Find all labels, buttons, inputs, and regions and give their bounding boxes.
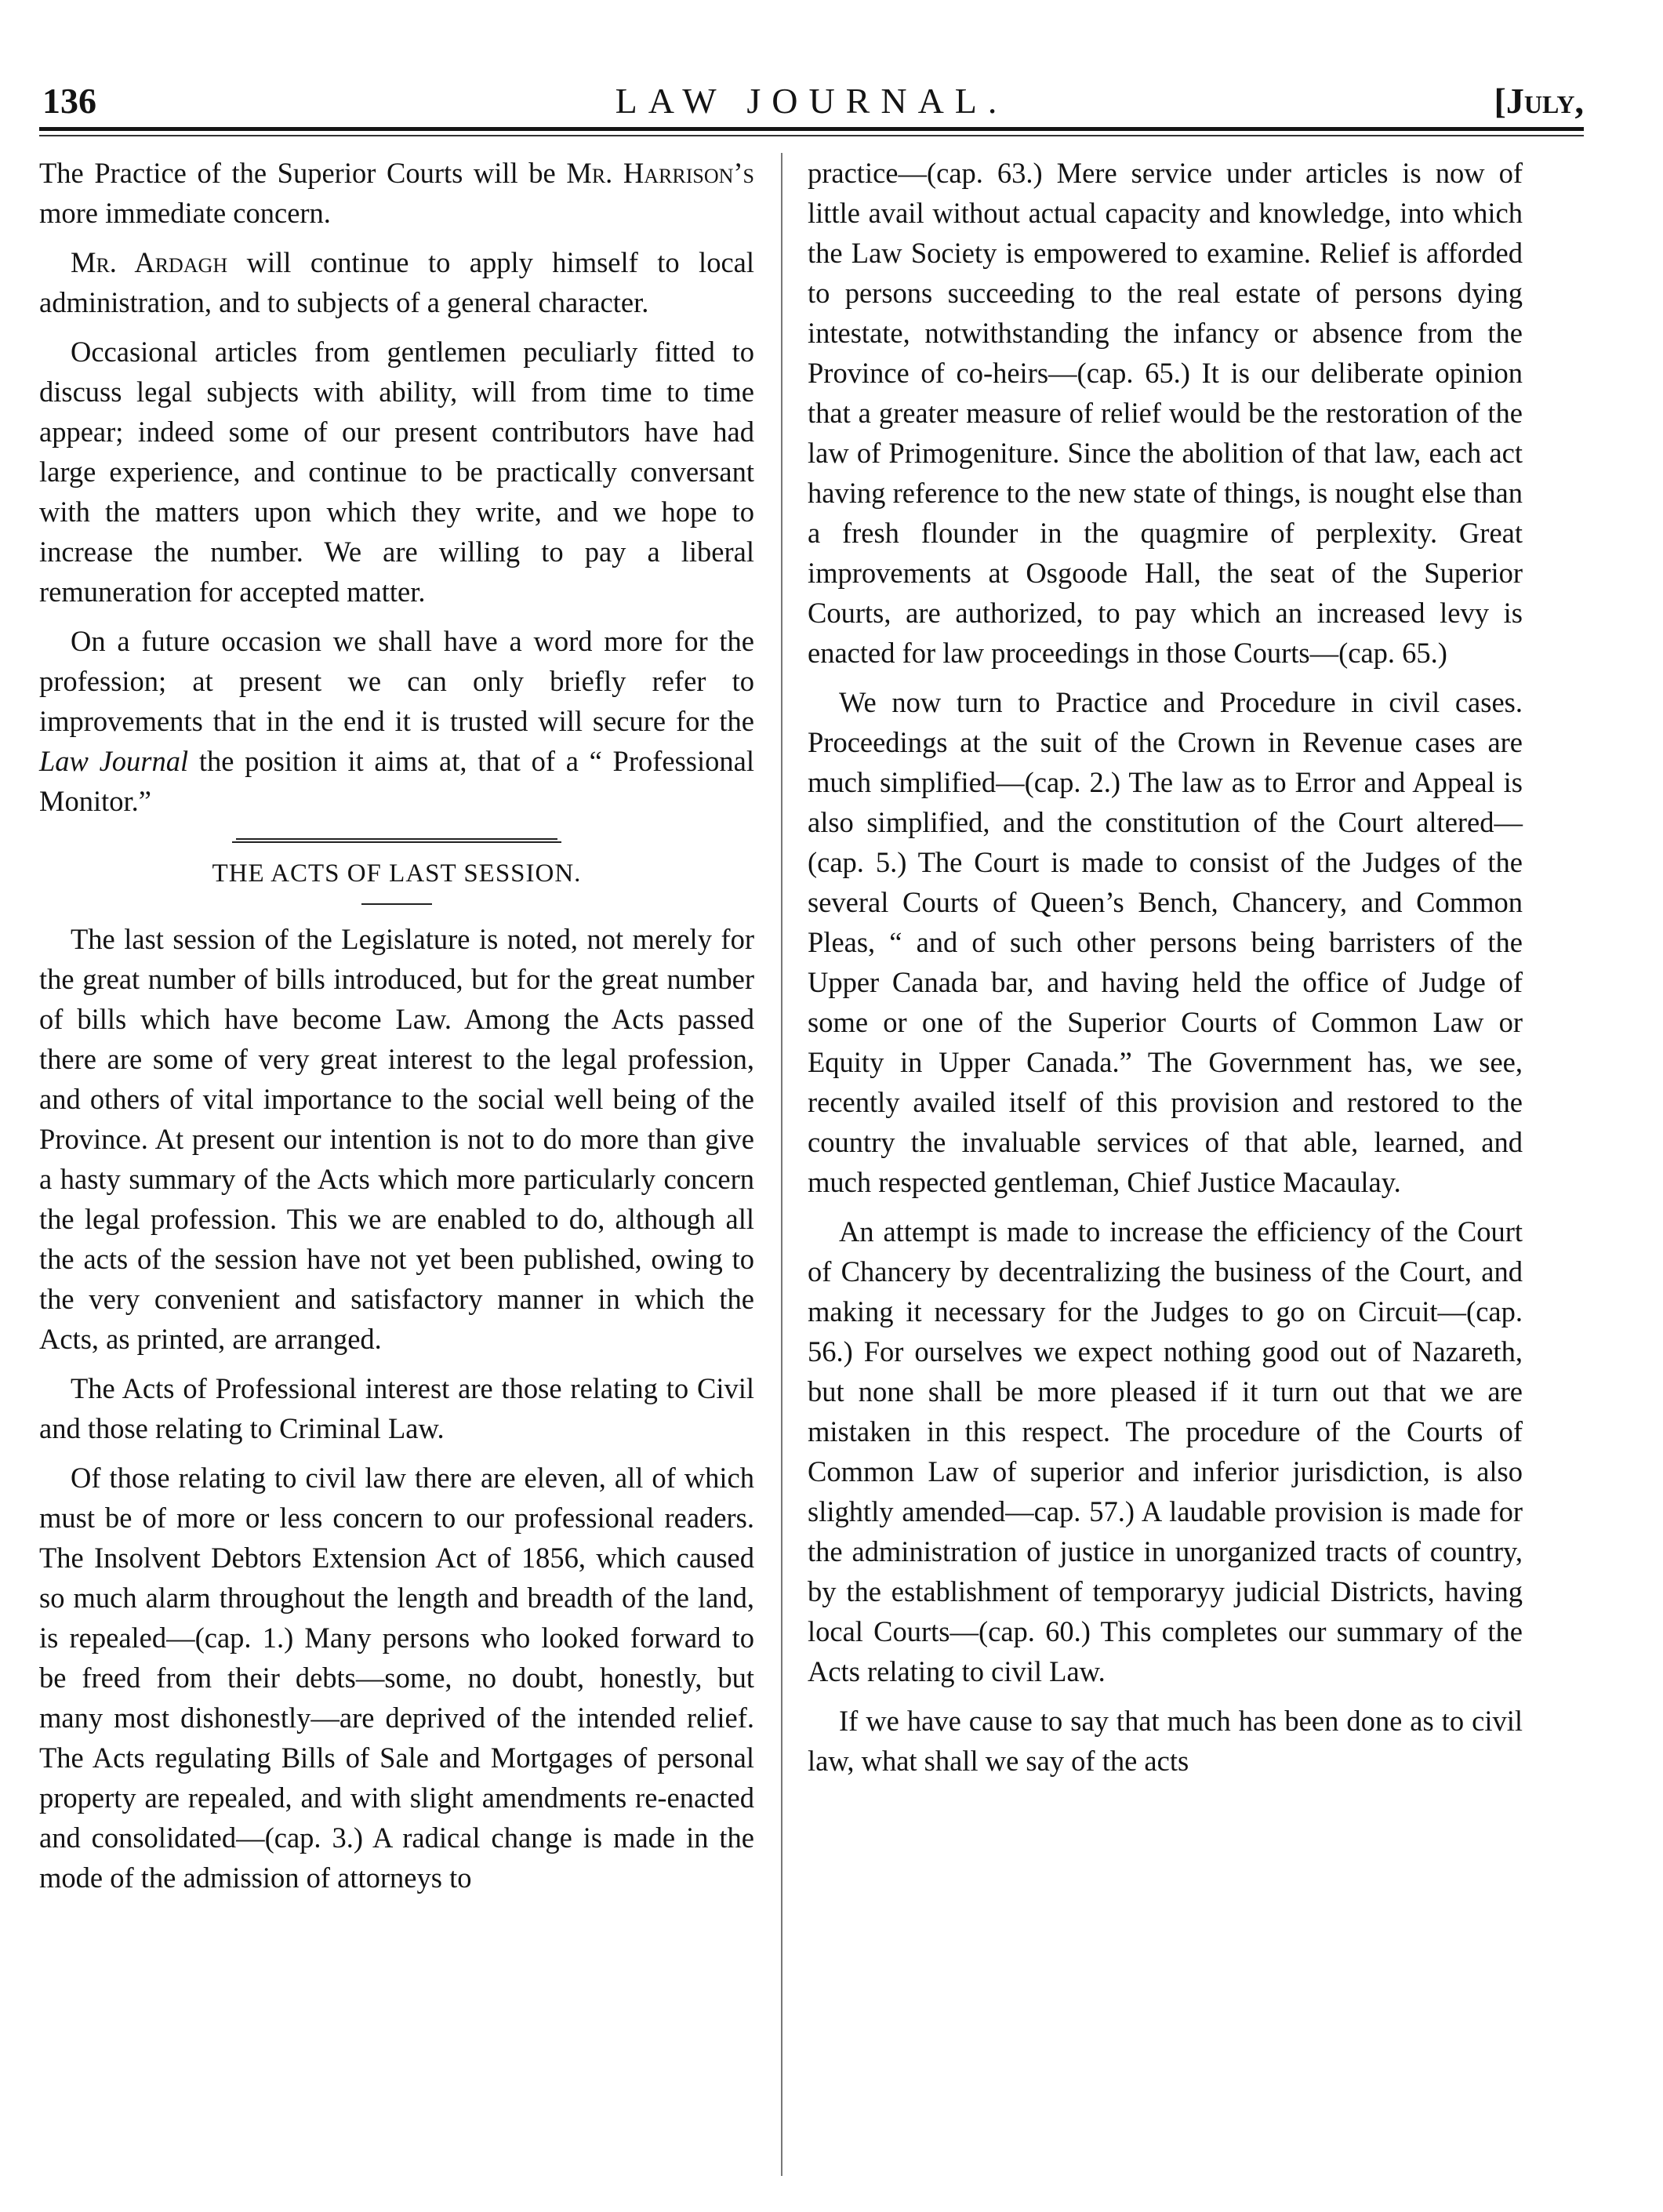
text-run: the position it aims at, that of a “ Professional Monitor.”	[39, 745, 754, 817]
right-column	[808, 153, 1523, 1790]
paragraph: If we have cause to say that much has been done as to civil law, what shall we say of the acts	[808, 1705, 1523, 1777]
paragraph	[39, 242, 754, 322]
person-name: Mr. Harrison’s	[566, 157, 755, 189]
paragraph: Of those relating to civil law there are eleven, all of which must be of more or less concern to our professional readers. The Insolvent Debtors Extension Act of 1856, which caused so much alarm throughout the length and breadth of the land, is repealed—(cap. 1.) Many persons who looked forward to be freed from their debts—some, no doubt, honestly, but many most dishonestly—are deprived of the intended relief. The Acts regulating Bills of Sale and Mortgages of personal property are repealed, and with slight amendments re-enacted and consolidated—(cap. 3.) A radical change is made in the mode of the admission of attorneys to	[39, 1462, 754, 1894]
paragraph: An attempt is made to increase the efficiency of the Court of Chancery by decentralizing the business of the Court, and making it necessary for the Judges to go on Circuit—(cap. 56.) For ourselves we expect nothing good out of Nazareth, but none shall be more pleased if it turn out that we are mistaken in this respect. The procedure of the Courts of Common Law of superior and inferior jurisdiction, is also slightly amended—cap. 57.) A laudable provision is made for the administration of justice in unorganized tracts of country, by the establishment of temporaryy judicial Districts, having local Courts—(cap. 60.) This completes our summary of the Acts relating to civil Law.	[808, 1215, 1523, 1687]
section-divider	[39, 838, 754, 843]
paragraph: We now turn to Practice and Procedure in civil cases. Proceedings at the suit of the Crown in Revenue cases are much simplified—(cap. 2.) The law as to Error and Appeal is also simplified, and the constitution of the Court altered—(cap. 5.) The Court is made to consist of the Judges of the several Courts of Queen’s Bench, Chancery, and Common Pleas, “ and of such other persons being barristers of the Upper Canada bar, and having held the office of Judge of some or one of the Superior Courts of Common Law or Equity in Upper Canada.” The Government has, we see, recently availed itself of this provision and restored to the country the invaluable services of that able, learned, and much respected gentleman, Chief Justice Macaulay.	[808, 686, 1523, 1198]
text-run: more immediate concern.	[39, 197, 331, 229]
paragraph	[39, 621, 754, 821]
paragraph: Occasional articles from gentlemen peculiarly fitted to discuss legal subjects with ability, will from time to time appear; indeed some of our present contributors have had large experience, and continue to be practically conversant with the matters upon which they write, and we hope to increase the number. We are willing to pay a liberal remuneration for accepted matter.	[39, 336, 754, 608]
running-month: [July,	[1494, 81, 1584, 121]
paragraph: The last session of the Legislature is noted, not merely for the great number of bills introduced, but for the great number of bills which have become Law. Among the Acts passed there are some of very great interest to the legal profession, and others of vital importance to the social well being of the Province. At present our intention is not to do more than give a hasty summary of the Acts which more particularly concern the legal profession. This we are enabled to do, although all the acts of the session have not yet been published, owing to the very convenient and satisfactory manner in which the Acts, as printed, are arranged.	[39, 923, 754, 1355]
person-name: Mr. Ardagh	[71, 246, 228, 278]
publication-title: Law Journal	[39, 745, 189, 777]
text-run: will continue to apply himself to local administration, and to subjects of a general character.	[39, 246, 754, 318]
column-divider	[781, 153, 782, 2176]
paragraph: The Acts of Professional interest are those relating to Civil and those relating to Criminal Law.	[39, 1372, 754, 1444]
header-rule	[39, 127, 1584, 131]
journal-page	[39, 78, 1584, 2196]
text-run: The Practice of the Superior Courts will be	[39, 157, 567, 189]
header-rule-thin	[39, 135, 1584, 136]
divider-rule	[236, 838, 557, 840]
page-number: 136	[42, 81, 96, 121]
paragraph	[39, 153, 754, 233]
running-title: LAW JOURNAL.	[615, 81, 1008, 121]
running-header	[39, 78, 1584, 125]
heading-underline	[361, 903, 432, 905]
left-column	[39, 153, 754, 1907]
divider-rule	[232, 841, 561, 843]
paragraph: practice—(cap. 63.) Mere service under articles is now of little avail without actual capacity and knowledge, into which the Law Society is empowered to examine. Relief is afforded to persons succeeding to the real estate of persons dying intestate, notwithstanding the infancy or absence from the Province of co-heirs—(cap. 65.) It is our deliberate opinion that a greater measure of relief would be the restoration of the law of Primogeniture. Since the abolition of that law, each act having reference to the new state of things, is nought else than a fresh flounder in the quagmire of perplexity. Great improvements at Osgoode Hall, the seat of the Superior Courts, are authorized, to pay which an increased levy is enacted for law proceedings in those Courts—(cap. 65.)	[808, 157, 1523, 669]
text-run: On a future occasion we shall have a word more for the profession; at present we can only briefly refer to improvements that in the end it is trusted will secure for the	[39, 625, 754, 737]
section-heading: THE ACTS OF LAST SESSION.	[212, 859, 582, 888]
